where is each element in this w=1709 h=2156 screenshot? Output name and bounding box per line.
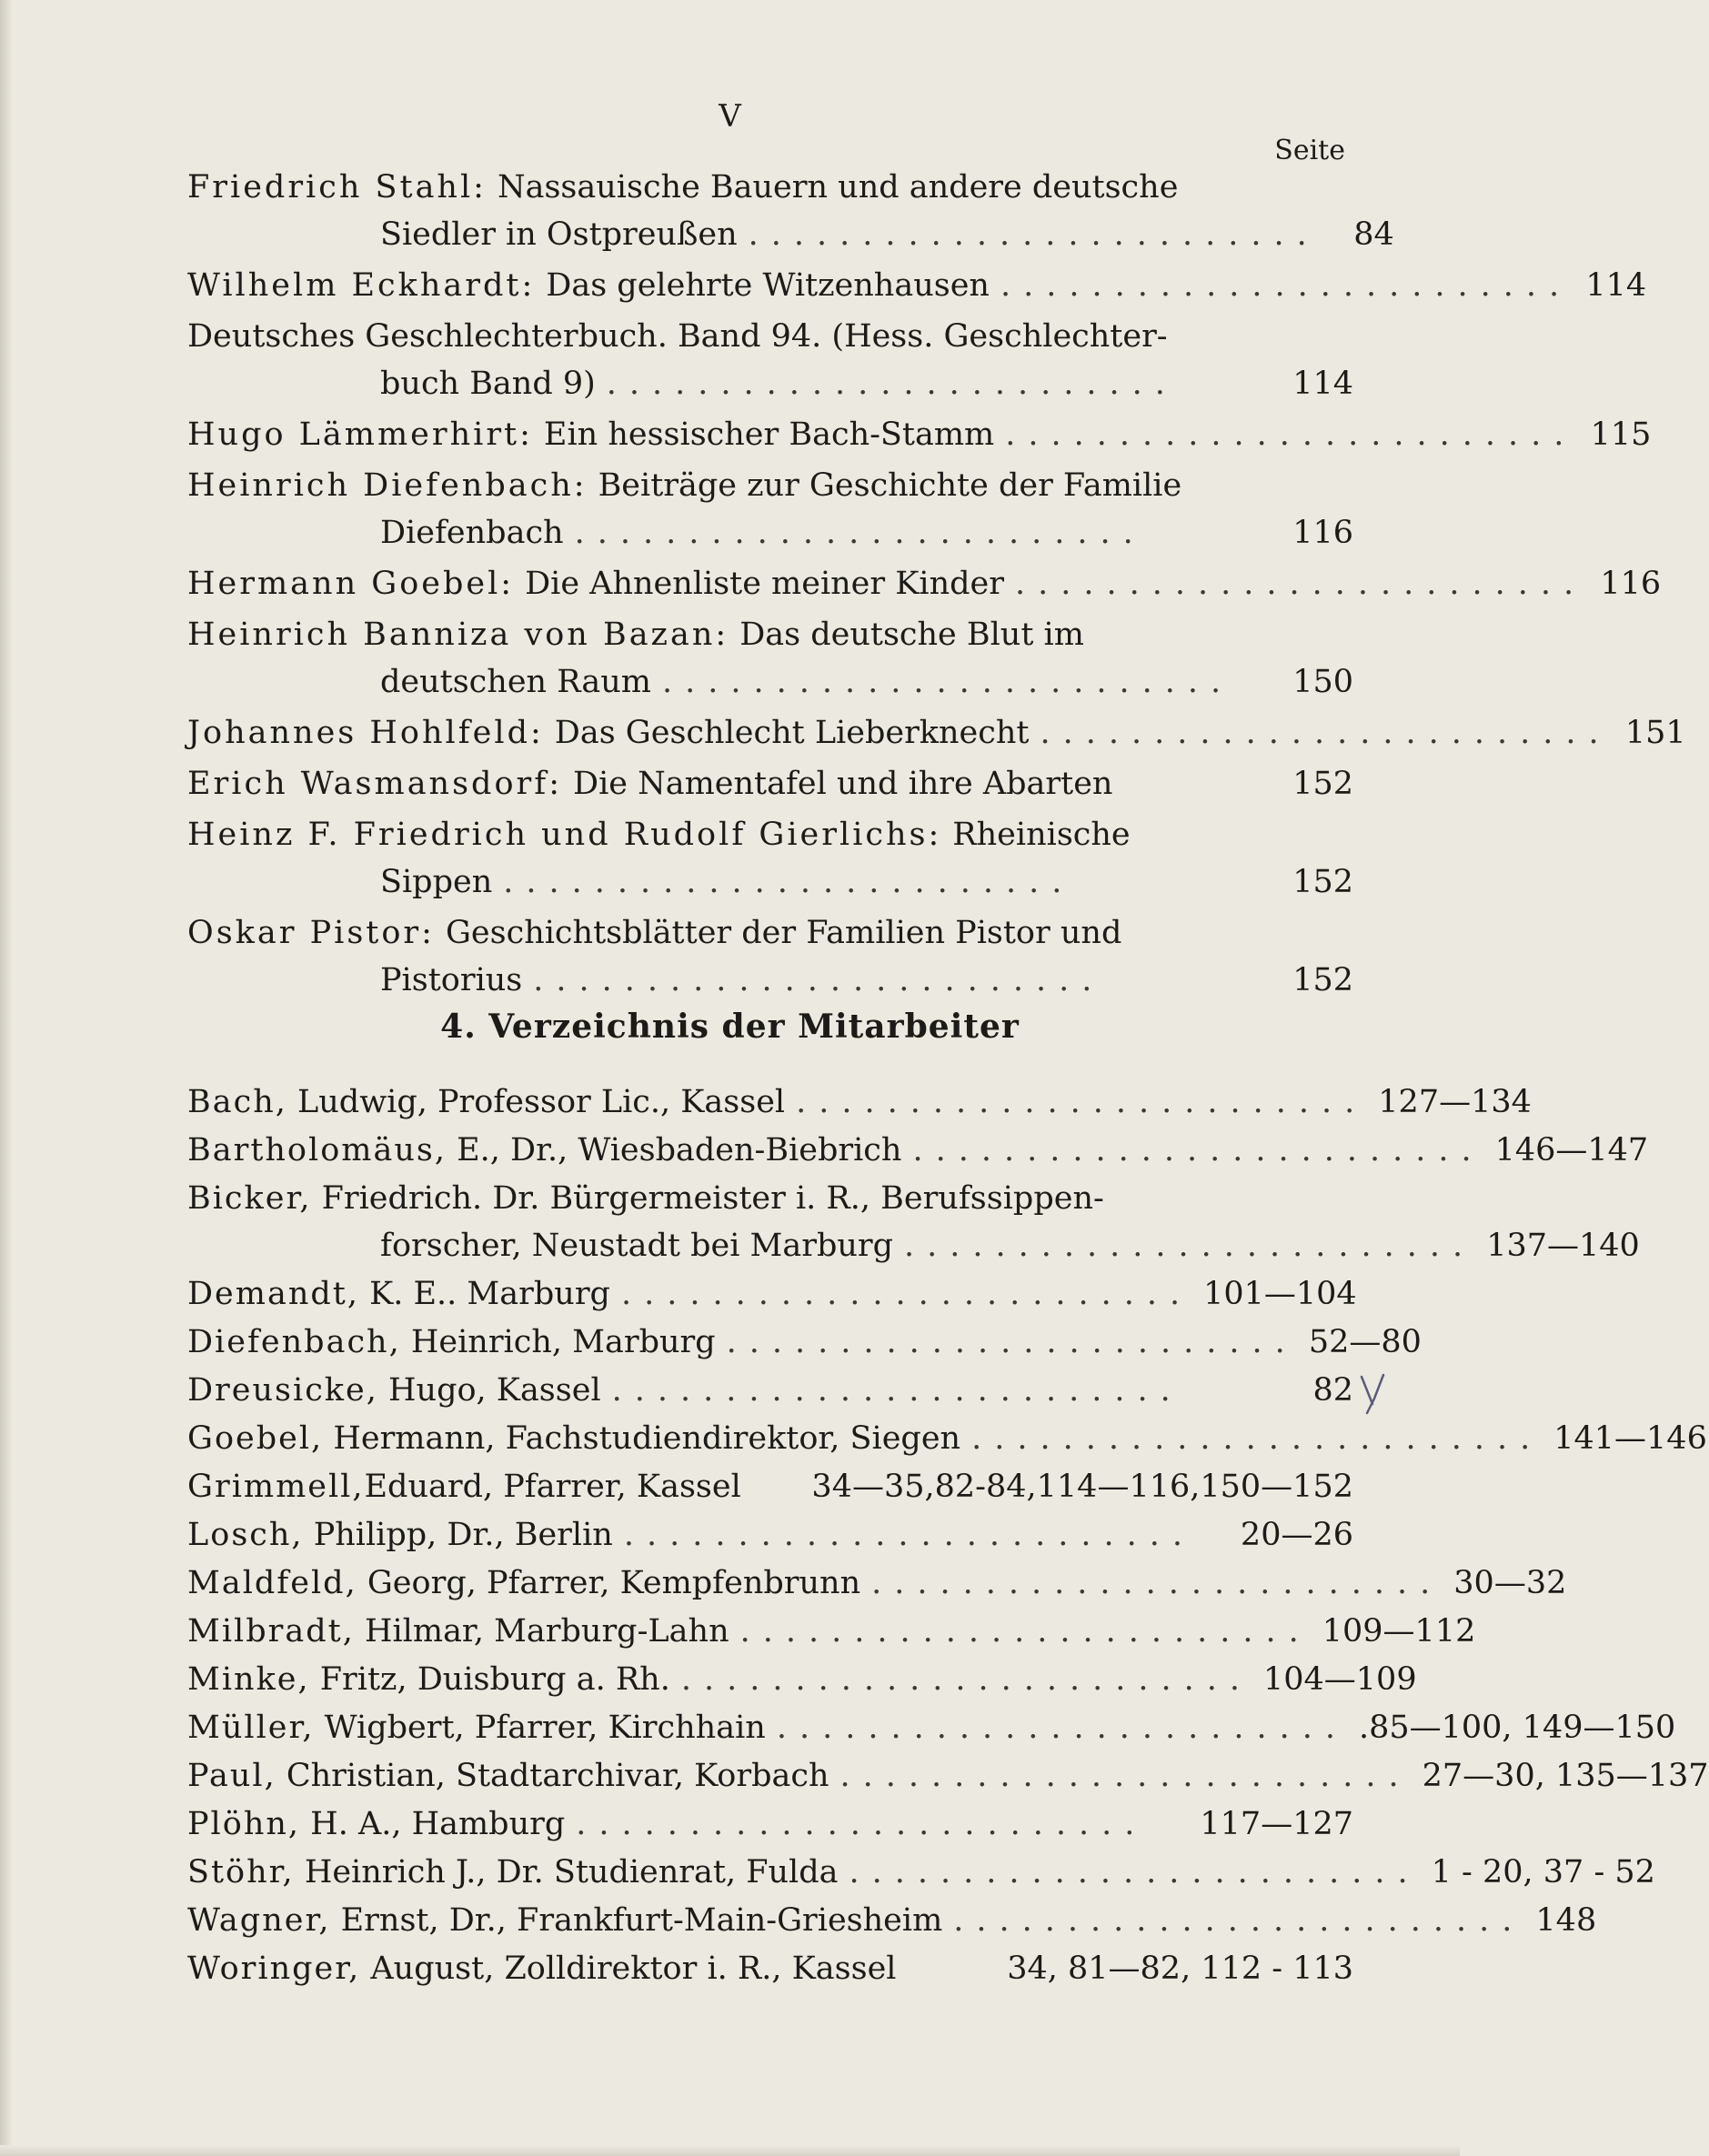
dot-leader: ......................... [576,1806,1148,1842]
dot-leader: ......................... [748,216,1320,253]
contributor-surname: Grimmell, [187,1469,365,1505]
contributor-pages: 30—32 [1453,1565,1567,1601]
contributor-row [187,1078,1532,1126]
review-entry [187,262,1647,309]
contributor-row [187,1319,1422,1366]
contributor-surname: Milbradt, [187,1613,355,1650]
page-edge [0,0,13,2156]
contributor-details: Georg, Pfarrer, Kempfenbrunn [367,1565,861,1601]
dot-leader: ......................... [620,1276,1193,1312]
contributor-pages: 52—80 [1308,1324,1422,1360]
contributor-row [187,1463,1353,1510]
contributor-pages: 27—30, 135—137 [1422,1758,1709,1794]
page-edge-bottom [0,2145,1460,2156]
contributor-details: E., Dr., Wiesbaden-Biebrich [457,1132,902,1168]
review-title: Die Ahnenliste meiner Kinder [525,566,1004,602]
review-page: 152 [1292,962,1353,998]
review-page: 150 [1292,664,1353,700]
contributor-pages: 104—109 [1262,1661,1417,1698]
contributor-row [187,1367,1353,1414]
contributor-details: Hugo, Kassel [388,1372,601,1409]
contributor-surname: Wagner, [187,1902,331,1939]
review-page: 116 [1292,515,1353,551]
review-title-cont: Siedler in Ostpreußen [380,216,738,253]
dot-leader: ......................... [871,1565,1443,1601]
review-title: Beiträge zur Geschichte der Familie [598,467,1182,504]
contributor-row [187,1656,1417,1703]
contributor-row [187,1415,1707,1462]
review-page: 84 [1353,216,1394,253]
dot-leader: ......................... [726,1324,1298,1360]
review-author: Friedrich Stahl: [187,169,487,206]
contributor-details: K. E.. Marburg [369,1276,610,1312]
contributor-pages: 20—26 [1240,1517,1353,1553]
contributor-surname: Minke, [187,1661,310,1698]
dot-leader: ......................... [796,1084,1368,1120]
contributor-pages: 1 - 20, 37 - 52 [1431,1854,1655,1890]
contributor-row [187,1511,1353,1559]
review-title: Rheinische [952,817,1131,853]
dot-leader: ......................... [904,1228,1476,1264]
review-entry [187,709,1686,757]
contributor-pages: 141—146 [1553,1420,1707,1457]
review-author: Hugo Lämmerhirt: [187,416,533,453]
review-author: Heinrich Banniza von Bazan: [187,617,729,653]
review-entry [187,462,1353,557]
review-author: Oskar Pistor: [187,915,435,951]
review-title-cont: Sippen [380,864,493,900]
contributor-row [187,1270,1357,1318]
contributor-row [187,1800,1353,1848]
contributor-details: Friedrich. Dr. Bürgermeister i. R., Berufssippen- [321,1180,1104,1217]
review-author: Hermann Goebel: [187,566,515,602]
contributor-details: Heinrich J., Dr. Studienrat, Fulda [304,1854,839,1890]
review-author: Heinz F. Friedrich und Rudolf Gierlichs: [187,817,942,853]
handwritten-check-mark [1358,1371,1398,1417]
contributor-pages: 127—134 [1378,1084,1532,1120]
review-title: Das deutsche Blut im [739,617,1084,653]
review-page: 152 [1292,766,1353,802]
contributor-surname: Demandt, [187,1276,359,1312]
contributor-row [187,1127,1649,1174]
contributor-surname: Plöhn, [187,1806,301,1842]
review-author: Wilhelm Eckhardt: [187,267,536,304]
dot-leader: ......................... [1005,416,1577,453]
contributor-details: Philipp, Dr., Berlin [313,1517,613,1553]
review-title-cont: buch Band 9) [380,366,596,402]
contributor-surname: Losch, [187,1517,304,1553]
dot-leader: ......................... [971,1420,1543,1457]
dot-leader: ......................... [953,1902,1525,1939]
dot-leader: ......................... [574,515,1146,551]
review-title: Das Geschlecht Lieberknecht [554,715,1030,751]
contributor-surname: Bartholomäus, [187,1132,447,1168]
contributor-surname: Stöhr, [187,1854,295,1890]
review-entry [187,164,1394,258]
contributor-pages: 148 [1535,1902,1597,1939]
review-author: Erich Wasmansdorf: [187,766,563,802]
page-column-heading: Seite [1274,135,1345,166]
review-entry [187,811,1353,906]
dot-leader: ......................... [503,864,1075,900]
dot-leader: ......................... [849,1854,1421,1890]
review-entry [187,760,1353,807]
contributor-surname: Maldfeld, [187,1565,357,1601]
review-page: 116 [1600,566,1662,602]
contributor-row [187,1945,1353,1992]
review-author: Johannes Hohlfeld: [187,715,544,751]
review-entry [187,909,1353,1004]
contributor-row [187,1897,1597,1944]
review-page: 151 [1624,715,1686,751]
dot-leader: ......................... [912,1132,1484,1168]
contributor-details: Ernst, Dr., Frankfurt-Main-Griesheim [340,1902,943,1939]
review-title: Ein hessischer Bach-Stamm [543,416,995,453]
review-title-cont: Pistorius [380,962,523,998]
contributor-surname: Bicker, [187,1180,312,1217]
contributor-details: Eduard, Pfarrer, Kassel [364,1469,741,1505]
dot-leader: ......................... [611,1372,1183,1409]
dot-leader: ......................... [661,664,1234,700]
dot-leader: ......................... [776,1710,1348,1746]
dot-leader: ......................... [1014,566,1587,602]
dot-leader: ......................... [606,366,1178,402]
contributor-pages: 146—147 [1494,1132,1649,1168]
contributor-details: Hilmar, Marburg-Lahn [364,1613,729,1650]
review-list [187,164,1686,1008]
review-title: Nassauische Bauern und andere deutsche [497,169,1179,206]
review-page: 114 [1292,366,1353,402]
contributor-row [187,1175,1640,1269]
review-author: Heinrich Diefenbach: [187,467,588,504]
review-page: 152 [1292,864,1353,900]
contributor-surname: Müller, [187,1710,315,1746]
dot-leader: ......................... [839,1758,1412,1794]
contributor-row [187,1608,1476,1655]
dot-leader: ......................... [739,1613,1312,1650]
review-title-cont: Diefenbach [380,515,564,551]
dot-leader: ......................... [680,1661,1252,1698]
contributor-details: Ludwig, Professor Lic., Kassel [297,1084,786,1120]
contributor-details: August, Zolldirektor i. R., Kassel [370,1950,897,1987]
dot-leader: ......................... [533,962,1105,998]
contributor-surname: Diefenbach, [187,1324,401,1360]
contributor-pages: 109—112 [1322,1613,1476,1650]
contributor-pages: 137—140 [1486,1228,1640,1264]
review-entry [187,560,1662,607]
contributor-details: H. A., Hamburg [310,1806,566,1842]
dot-leader: ......................... [623,1517,1195,1553]
review-page: 115 [1590,416,1652,453]
contributor-details: Christian, Stadtarchivar, Korbach [286,1758,829,1794]
review-title: Geschichtsblätter der Familien Pistor und [445,915,1122,951]
contributor-surname: Goebel, [187,1420,324,1457]
section-heading: 4. Verzeichnis der Mitarbeiter [440,1008,1020,1046]
contributor-row [187,1559,1567,1607]
contributor-details: Wigbert, Pfarrer, Kirchhain [324,1710,766,1746]
contributor-details: Hermann, Fachstudiendirektor, Siegen [333,1420,961,1457]
review-entry [187,611,1353,706]
contributor-row [187,1752,1709,1800]
contributor-list [187,1078,1709,1993]
contributor-pages: 101—104 [1203,1276,1357,1312]
contributor-pages: .85—100, 149—150 [1358,1710,1676,1746]
contributor-details: Heinrich, Marburg [410,1324,716,1360]
review-title: Die Namentafel und ihre Abarten [573,766,1113,802]
contributor-details: Fritz, Duisburg a. Rh. [319,1661,670,1698]
contributor-surname: Dreusicke, [187,1372,378,1409]
review-entry [187,313,1353,407]
contributor-row [187,1704,1676,1751]
review-title: Deutsches Geschlechterbuch. Band 94. (Hess. Geschlechter- [187,318,1168,355]
contributor-pages: 34, 81—82, 112 - 113 [1007,1950,1353,1987]
review-entry [187,411,1652,458]
contributor-pages: 34—35,82-84,114—116,150—152 [811,1469,1353,1505]
dot-leader: ......................... [1000,267,1573,304]
contributor-surname: Woringer, [187,1950,361,1987]
contributor-surname: Paul, [187,1758,276,1794]
contributor-surname: Bach, [187,1084,287,1120]
dot-leader: ......................... [1040,715,1612,751]
review-page: 114 [1585,267,1647,304]
page-number: V [719,98,741,135]
contributor-details-cont: forscher, Neustadt bei Marburg [380,1228,894,1264]
review-title-cont: deutschen Raum [380,664,651,700]
contributor-pages: 82 [1312,1372,1353,1409]
review-title: Das gelehrte Witzenhausen [546,267,990,304]
contributor-row [187,1849,1655,1896]
contributor-pages: 117—127 [1200,1806,1353,1842]
